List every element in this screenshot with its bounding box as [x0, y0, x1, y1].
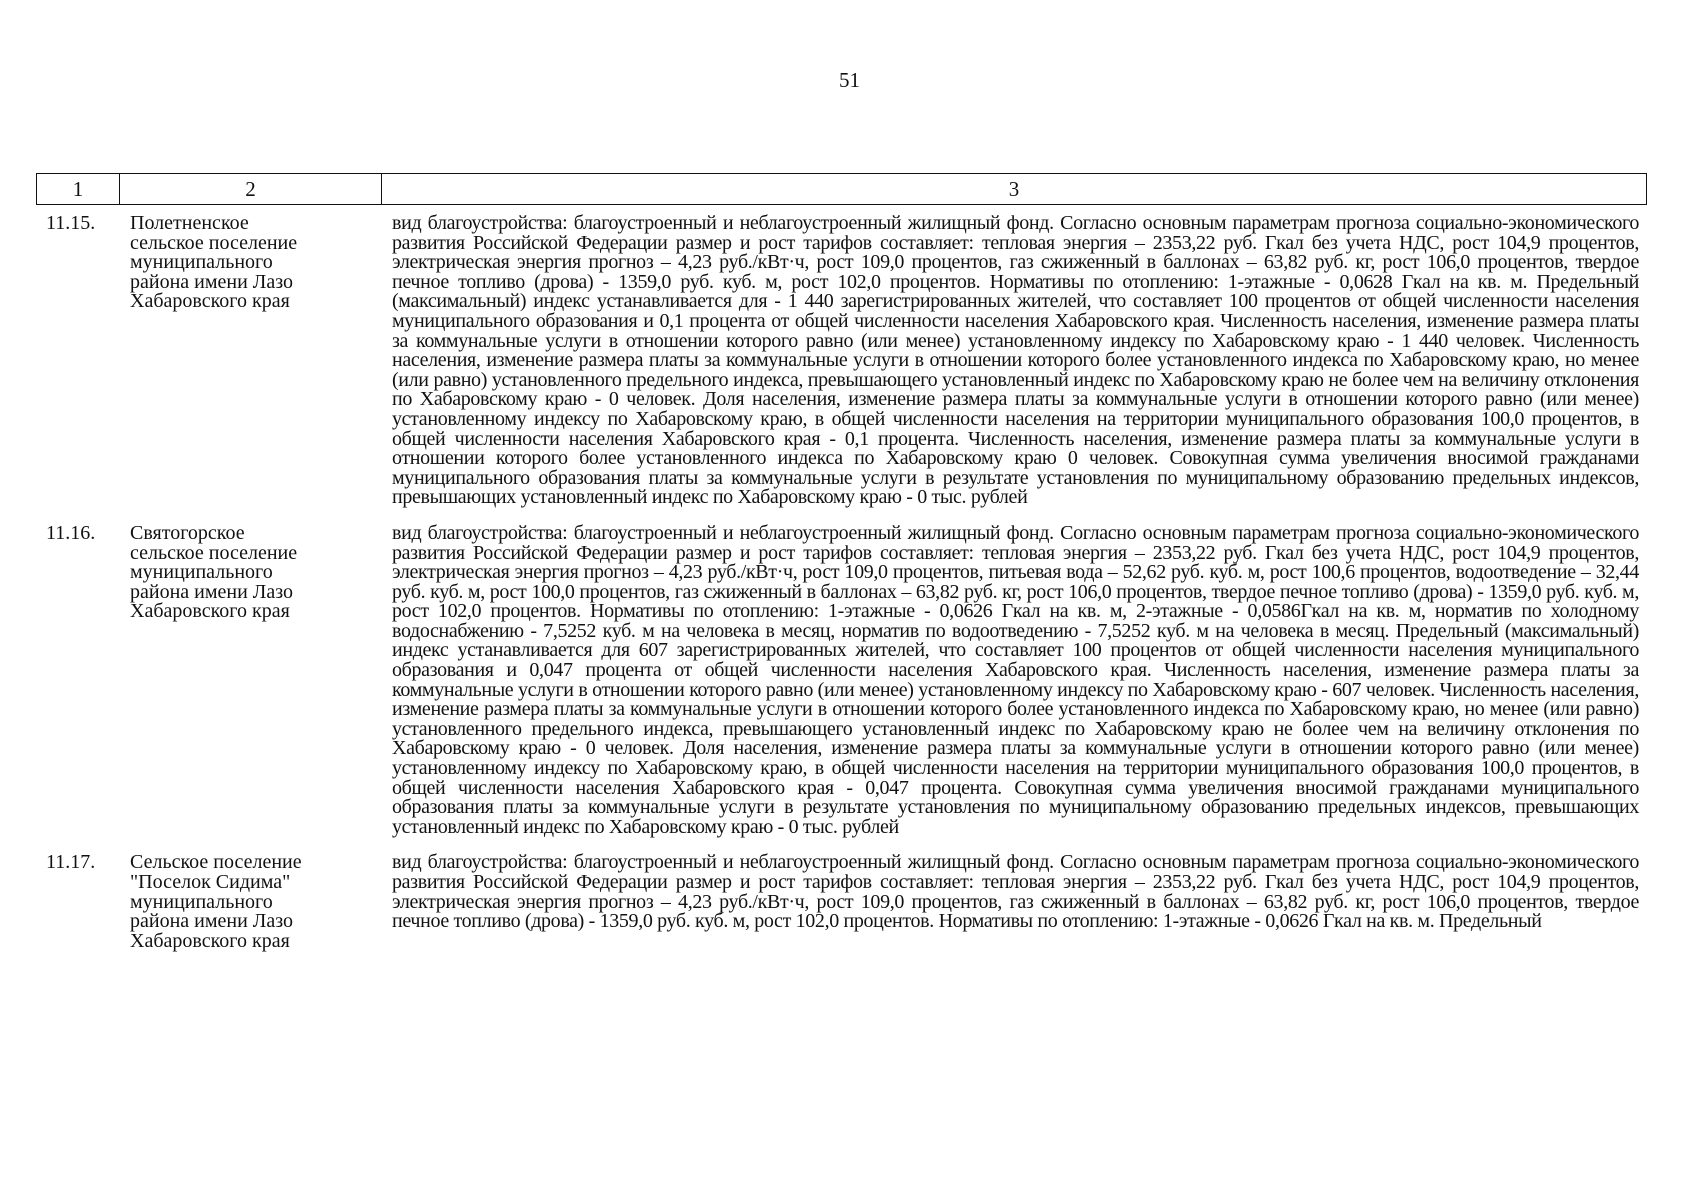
municipality-line: муниципального: [130, 251, 273, 274]
municipality-line: района имени Лазо: [130, 270, 294, 293]
table-row: [36, 853, 1647, 951]
municipality-line: Сельское поселение: [130, 851, 302, 874]
municipality-line: Хабаровского края: [130, 290, 290, 313]
municipality-line: сельское поселение: [130, 541, 298, 564]
municipality-line: сельское поселение: [130, 231, 298, 254]
page-number: 51: [839, 68, 860, 92]
municipality-line: Полетненское: [130, 212, 249, 234]
table-body: [36, 214, 1647, 967]
column-header-3: 3: [381, 174, 1646, 204]
municipality-line: муниципального: [130, 561, 273, 584]
table-row: [36, 214, 1647, 508]
municipality-line: муниципального: [130, 890, 273, 913]
municipality-line: района имени Лазо: [130, 910, 294, 933]
municipality-name: [118, 214, 380, 508]
municipality-line: Хабаровского края: [130, 929, 290, 952]
row-description: вид благоустройства: благоустроенный и неблагоустроенный жилищный фонд. Согласно основным параметрам прогноза социально-экономического развития Российской Федерации размер и рост тарифов составляет: тепловая энергия – 2353,22 руб. Гкал без учета НДС, рост 104,9 процентов, электрическая энергия прогноз – 4,23 руб./кВт·ч, рост 109,0 процентов, газ сжиженный в баллонах – 63,82 руб. кг, рост 106,0 процентов, твердое печное топливо (дрова) - 1359,0 руб. куб. м, рост 102,0 процентов. Нормативы по отоплению: 1-этажные - 0,0626 Гкал на кв. м. Предельный: [392, 851, 1639, 933]
municipality-name: [118, 853, 380, 951]
column-header-1: 1: [72, 177, 84, 201]
table-row: [36, 521, 1647, 838]
municipality-line: района имени Лазо: [130, 580, 294, 603]
municipality-line: "Поселок Сидима": [130, 871, 291, 893]
column-header-2: 2: [119, 174, 381, 204]
municipality-name: [118, 521, 380, 838]
municipality-line: Святогорское: [130, 521, 245, 544]
row-number: 11.15.: [46, 212, 96, 234]
row-number: 11.17.: [46, 851, 96, 874]
municipality-line: Хабаровского края: [130, 600, 290, 623]
row-description: вид благоустройства: благоустроенный и неблагоустроенный жилищный фонд. Согласно основным параметрам прогноза социально-экономического развития Российской Федерации размер и рост тарифов составляет: тепловая энергия – 2353,22 руб. Гкал без учета НДС, рост 104,9 процентов, электрическая энергия прогноз – 4,23 руб./кВт·ч, рост 109,0 процентов, газ сжиженный в баллонах – 63,82 руб. кг, рост 106,0 процентов, твердое печное топливо (дрова) - 1359,0 руб. куб. м, рост 102,0 процентов. Нормативы по отоплению: 1-этажные - 0,0628 Гкал на кв. м. Предельный (максимальный) индекс устанавливается для - 1 440 зарегистрированных жителей, что составляет 100 процентов от общей численности населения муниципального образования и 0,1 процента от общей численности населения Хабаровского края. Численность населения, изменение размера платы за коммунальные услуги в отношении которого равно (или менее) установленному индексу по Хабаровскому краю - 1 440 человек. Численность населения, изменение размера платы за коммунальные услуги в отношении которого более установленного индекса по Хабаровскому краю, но менее (или равно) установленного предельного индекса, превышающего установленный индекс по Хабаровскому краю не более чем на величину отклонения по Хабаровскому краю - 0 человек. Доля населения, изменение размера платы за коммунальные услуги в отношении которого равно (или менее) установленному индексу по Хабаровскому краю, в общей численности населения на территории муниципального образования 100,0 процентов, в общей численности населения Хабаровского края - 0,1 процента. Численность населения, изменение размера платы за коммунальные услуги в отношении которого более установленного индекса по Хабаровскому краю 0 человек. Совокупная сумма увеличения вносимой гражданами муниципального образования платы за коммунальные услуги в результате установления по муниципальному образованию предельных индексов, превышающих установленный индекс по Хабаровскому краю - 0 тыс. рублей: [392, 212, 1639, 509]
row-description: вид благоустройства: благоустроенный и неблагоустроенный жилищный фонд. Согласно основным параметрам прогноза социально-экономического развития Российской Федерации размер и рост тарифов составляет: тепловая энергия – 2353,22 руб. Гкал без учета НДС, рост 104,9 процентов, электрическая энергия прогноз – 4,23 руб./кВт·ч, рост 109,0 процентов, питьевая вода – 52,62 руб. куб. м, рост 100,6 процентов, водоотведение – 32,44 руб. куб. м, рост 100,0 процентов, газ сжиженный в баллонах – 63,82 руб. кг, рост 106,0 процентов, твердое печное топливо (дрова) - 1359,0 руб. куб. м, рост 102,0 процентов. Нормативы по отоплению: 1-этажные - 0,0626 Гкал на кв. м, 2-этажные - 0,0586Гкал на кв. м, норматив по холодному водоснабжению - 7,5252 куб. м на человека в месяц, норматив по водоотведению - 7,5252 куб. м на человека в месяц. Предельный (максимальный) индекс устанавливается для 607 зарегистрированных жителей, что составляет 100 процентов от общей численности населения муниципального образования и 0,047 процента от общей численности населения Хабаровского края. Численность населения, изменение размера платы за коммунальные услуги в отношении которого равно (или менее) установленному индексу по Хабаровскому краю - 607 человек. Численность населения, изменение размера платы за коммунальные услуги в отношении которого более установленного индекса по Хабаровскому краю, но менее (или равно) установленного предельного индекса, превышающего установленный индекс по Хабаровскому краю не более чем на величину отклонения по Хабаровскому краю - 0 человек. Доля населения, изменение размера платы за коммунальные услуги в отношении которого равно (или менее) установленному индексу по Хабаровскому краю, в общей численности населения на территории муниципального образования 100,0 процентов, в общей численности населения Хабаровского края - 0,047 процента. Совокупная сумма увеличения вносимой гражданами муниципального образования платы за коммунальные услуги в результате установления по муниципальному образованию предельных индексов, превышающих установленный индекс по Хабаровскому краю - 0 тыс. рублей: [392, 521, 1639, 838]
row-number: 11.16.: [46, 521, 96, 544]
table-header: [36, 173, 1647, 205]
